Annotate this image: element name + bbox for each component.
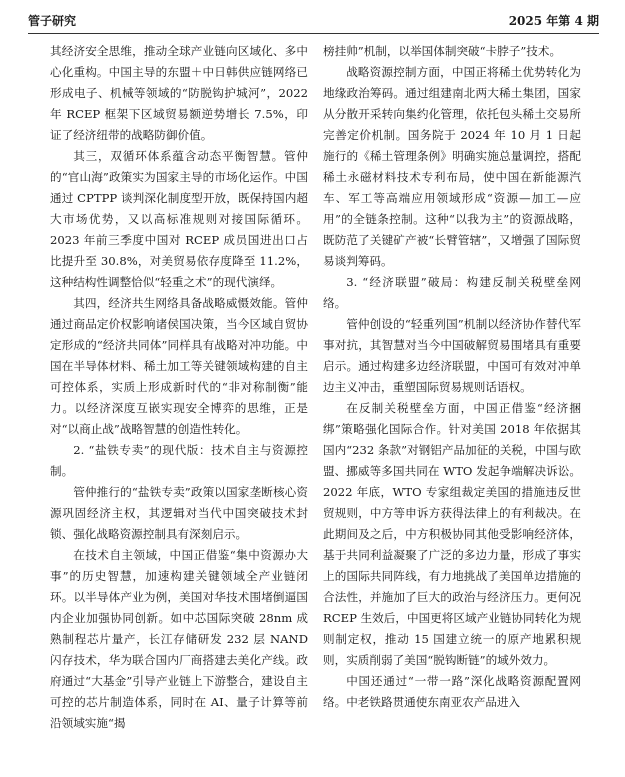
right-column (323, 41, 581, 771)
paragraph: 管仲创设的“轻重列国”机制以经济协作替代军事对抗，其智慧对当今中国破解贸易围堵具有重要启示。通过构建多边经济联盟，中国可有效对冲单边主义冲击，重塑国际贸易规则话语权。 (323, 317, 581, 394)
paragraph: 其三，双循环体系蕴含动态平衡智慧。管仲的“官山海”政策实为国家主导的市场化运作。中国通过 CPTPP 谈判深化制度型开放，既保持国内超大市场优势，又以高标准规则对接国际循环。2023 年前三季度中国对 RCEP 成员国进出口占比提升至 30.8%，对美贸易依存度降至 11.2%，这种结构性调整恰似“轻重之术”的现代演绎。 (50, 149, 308, 289)
paragraph: 其经济安全思维，推动全球产业链向区域化、多中心化重构。中国主导的东盟＋中日韩供应链网络已形成电子、机械等领域的“防脱钩护城河”，2022 年 RCEP 框架下区域贸易额逆势增长 7.5%，印证了经济纽带的战略防御价值。 (50, 44, 308, 142)
paragraph: 2. “盐铁专卖”的现代版：技术自主与资源控制。 (50, 443, 308, 478)
paragraph: 在反制关税壁垒方面，中国正借鉴“经济捆绑”策略强化国际合作。针对美国 2018 年依据其国内“232 条款”对钢铝产品加征的关税，中国与欧盟、挪威等多国共同在 WTO 发起争端解决诉讼。2022 年底，WTO 专家组裁定美国的措施违反世贸规则，中方等申诉方获得法律上的有利裁决。在此期间及之后，中方积极协同其他受影响经济体，基于共同利益凝聚了广泛的多边力量，形成了事实上的国际共同阵线，有力地挑战了美国单边措施的合法性，并施加了巨大的政治与经济压力。更何况 RCEP 生效后，中国更将区域产业链协同转化为规则制定权，推动 15 国建立统一的原产地累积规则，实质削弱了美国“脱钩断链”的域外效力。 (323, 401, 581, 667)
paragraph: 管仲推行的“盐铁专卖”政策以国家垄断核心资源巩固经济主权，其逻辑对当代中国突破技术封锁、强化战略资源控制具有深刻启示。 (50, 485, 308, 541)
header-rule (28, 33, 599, 34)
paragraph: 榜挂帅”机制，以举国体制突破“卡脖子”技术。 (323, 44, 562, 58)
paragraph: 中国还通过“一带一路”深化战略资源配置网络。中老铁路贯通使东南亚农产品进入 (323, 674, 581, 709)
paragraph: 3. “经济联盟”破局：构建反制关税壁垒网络。 (323, 275, 581, 310)
issue-label: 2025 年第 4 期 (508, 14, 599, 28)
paragraph: 战略资源控制方面，中国正将稀土优势转化为地缘政治筹码。通过组建南北两大稀土集团，国家从分散开采转向集约化管理，依托包头稀土交易所完善定价机制。国务院于 2024 年 10 月 1 日起施行的《稀土管理条例》明确实施总量调控，搭配稀土永磁材料技术专利布局，使中国在新能源汽车、军工等高端应用领域形成“资源—加工—应用”的全链条控制。这种“以我为主”的资源战略，既防范了关键矿产被“长臂管辖”，又增强了国际贸易谈判筹码。 (323, 65, 581, 268)
paragraph: 其四，经济共生网络具备战略威慑效能。管仲通过商品定价权影响诸侯国决策，当今区域自贸协定形成的“经济共同体”同样具有战略对冲功能。中国在半导体材料、稀土加工等关键领域构建的自主可控体系，实质上形成新时代的“非对称制衡”能力。以经济深度互嵌实现安全博弈的思维，正是对“以商止战”战略智慧的创造性转化。 (50, 296, 308, 436)
paragraph: 在技术自主领域，中国正借鉴“集中资源办大事”的历史智慧，加速构建关键领域全产业链闭环。以半导体产业为例，美国对华技术围堵倒逼国内企业加强协同创新。如中芯国际突破 28nm 成熟制程芯片量产，长江存储研发 232 层 NAND 闪存技术，华为联合国内厂商搭建去美化产线。政府通过“大基金”引导产业链上下游整合，建设自主可控的芯片制造体系，同时在 AI、量子计算等前沿领域实施“揭 (50, 548, 308, 730)
journal-title: 管子研究 (28, 14, 77, 28)
left-column (50, 41, 308, 771)
running-header (28, 12, 599, 32)
